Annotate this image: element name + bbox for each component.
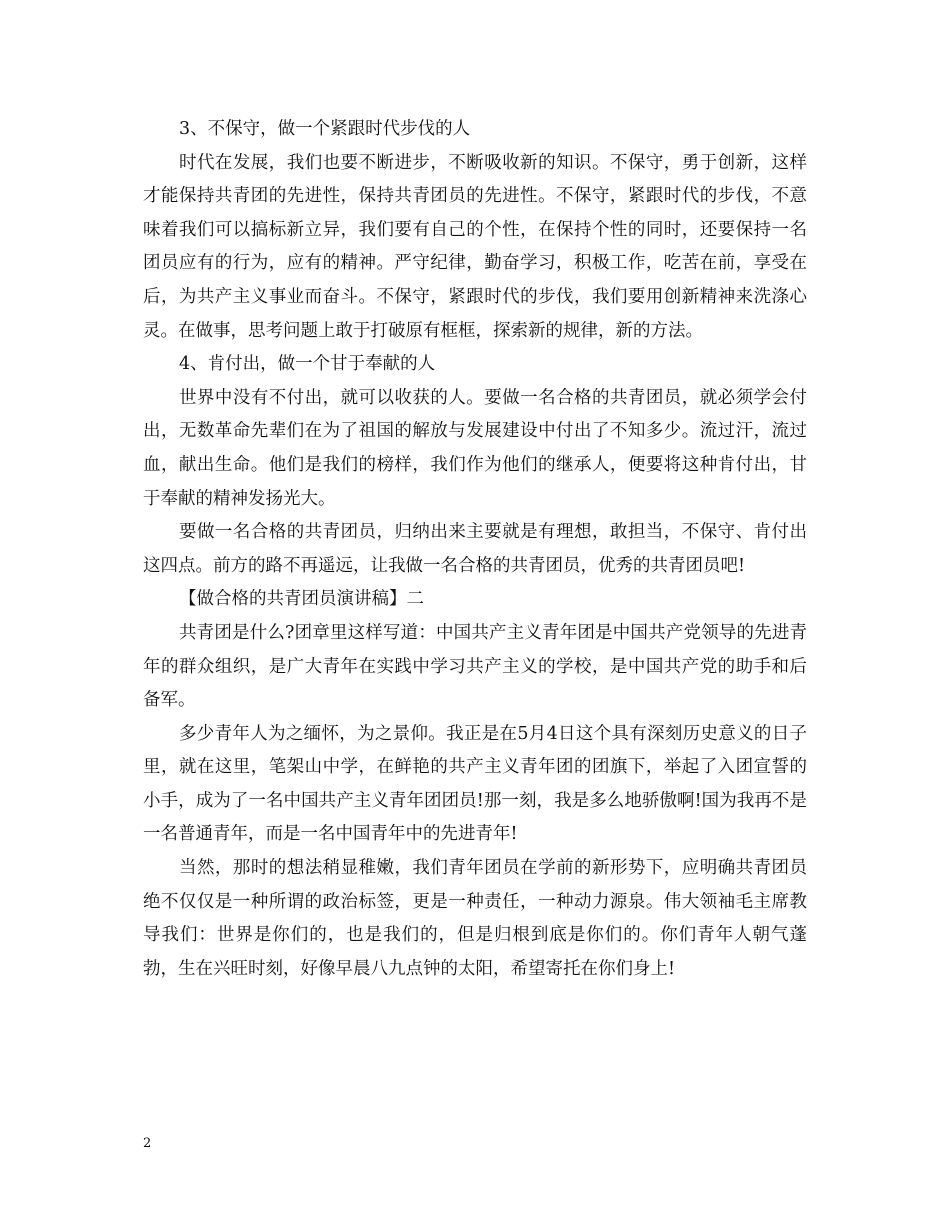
paragraph: 时代在发展，我们也要不断进步，不断吸收新的知识。不保守，勇于创新，这样才能保持共青团的先进性，保持共青团员的先进性。不保守，紧跟时代的步伐，不意味着我们可以搞标新立异，我们要有自己的个性，在保持个性的同时，还要保持一名团员应有的行为，应有的精神。严守纪律，勤奋学习，积极工作，吃苦在前，享受在后，为共产主义事业而奋斗。不保守，紧跟时代的步伐，我们要用创新精神来洗涤心灵。在做事，思考问题上敢于打破原有框框，探索新的规律，新的方法。 xyxy=(143,152,807,341)
paragraph: 多少青年人为之缅怀，为之景仰。我正是在5月4日这个具有深刻历史意义的日子里，就在这里，笔架山中学，在鲜艳的共产主义青年团的团旗下，举起了入团宣誓的小手，成为了一名中国共产主义青年团团员!那一刻，我是多么地骄傲啊!国为我再不是一名普通青年，而是一名中国青年中的先进青年! xyxy=(143,723,807,845)
paragraph: 当然，那时的想法稍显稚嫩，我们青年团员在学前的新形势下，应明确共青团员绝不仅仅是一种所谓的政治标签，更是一种责任，一种动力源泉。伟大领袖毛主席教导我们：世界是你们的，也是我们的，但是归根到底是你们的。你们青年人朝气蓬勃，生在兴旺时刻，好像早晨八九点钟的太阳，希望寄托在你们身上! xyxy=(143,858,807,979)
section-heading-4: 4、肯付出，做一个甘于奉献的人 xyxy=(179,354,436,375)
paragraph: 世界中没有不付出，就可以收获的人。要做一名合格的共青团员，就必须学会付出，无数革命先辈们在为了祖国的解放与发展建设中付出了不知多少。流过汗，流过血，献出生命。他们是我们的榜样，我们作为他们的继承人，便要将这种肯付出，甘于奉献的精神发扬光大。 xyxy=(143,387,807,509)
speech-title: 【做合格的共青团员演讲稿】二 xyxy=(179,589,424,610)
section-heading-3: 3、不保守，做一个紧跟时代步伐的人 xyxy=(179,119,471,139)
document-body xyxy=(143,113,807,986)
page-number: 2 xyxy=(143,1136,152,1151)
paragraph: 要做一名合格的共青团员，归纳出来主要就是有理想，敢担当，不保守、肯付出这四点。前方的路不再遥远，让我做一名合格的共青团员，优秀的共青团员吧! xyxy=(143,522,807,576)
paragraph: 共青团是什么?团章里这样写道：中国共产主义青年团是中国共产党领导的先进青年的群众组织，是广大青年在实践中学习共产主义的学校，是中国共产党的助手和后备军。 xyxy=(143,622,807,711)
